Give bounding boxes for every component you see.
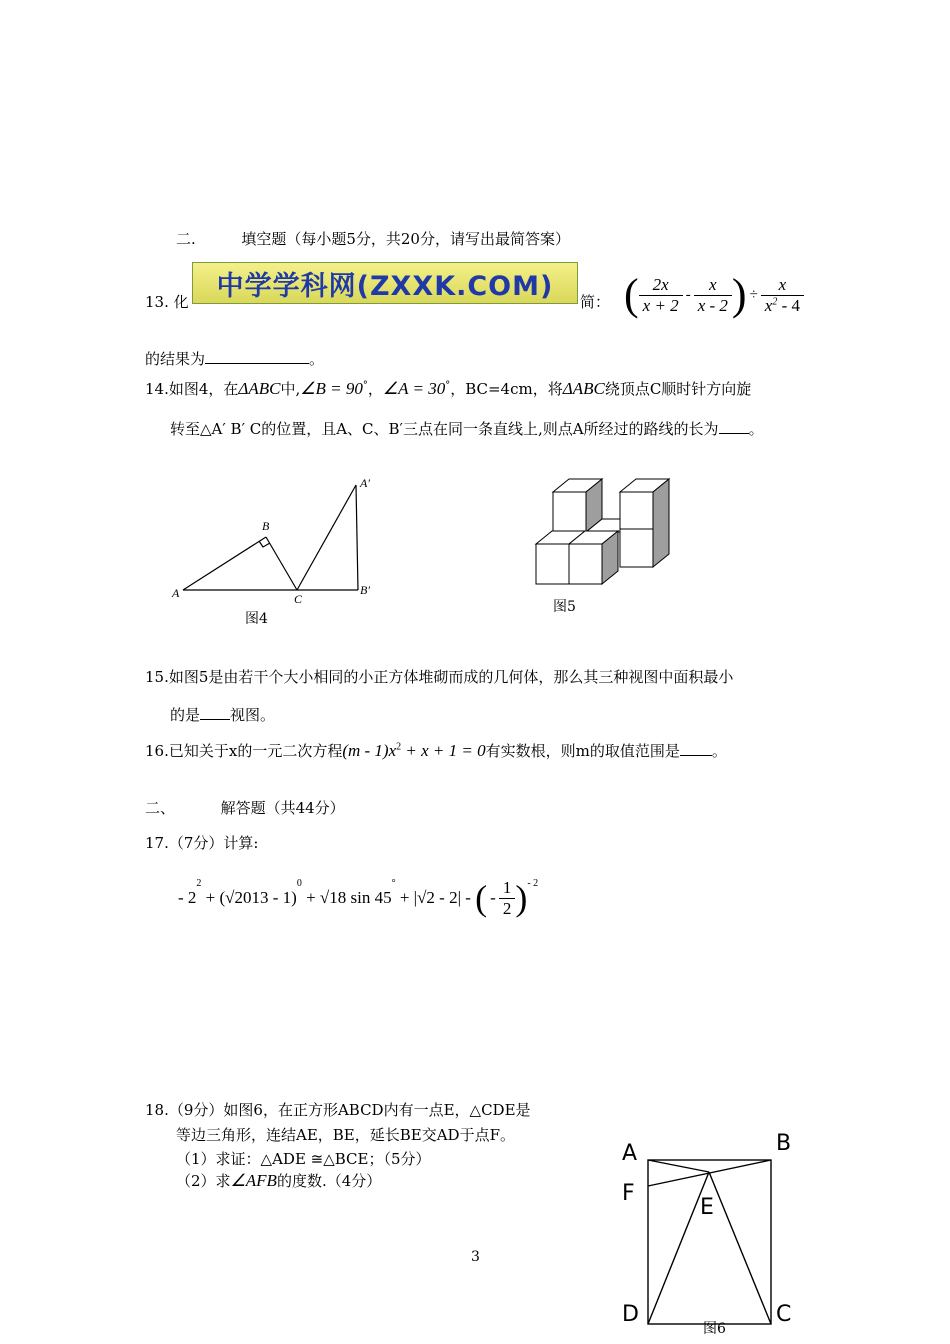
label-f: F: [622, 1181, 635, 1206]
q17-title: 17.（7分）计算:: [145, 834, 259, 852]
q18-line3: （1）求证：△ADE ≅△BCE；（5分）: [176, 1150, 431, 1168]
q18-line4: （2）求∠AFB的度数.（4分）: [176, 1171, 382, 1190]
segment-a-prime-b-prime: [356, 485, 358, 590]
q13-line2: 的结果为 。: [145, 350, 325, 368]
answer-blank: [719, 419, 749, 434]
section-title: 填空题（每小题5分，共20分，请写出最简答案）: [241, 230, 570, 248]
frac-2: $\frac{x}{x - 2}$: [694, 275, 732, 316]
q18-line2: 等边三角形，连结AE，BE，延长BE交AD于点F。: [176, 1126, 515, 1144]
segment-ab: [183, 537, 266, 590]
answer-blank: [680, 741, 712, 756]
figure-4-label: 图4: [245, 611, 268, 627]
paren-open: (: [624, 270, 639, 319]
q17-expression: - 2 $^2$ + (√2013 - 1) $^0$ + √18 sin 45 ° + |√2 - 2| - ( - $\frac{1}{2}$ ) $^{- 2}$: [178, 877, 539, 918]
section-number: 二、: [145, 799, 176, 817]
figure-4-diagram: [160, 470, 390, 630]
q13-after-logo: 简：: [580, 293, 611, 311]
q13-expression: ( $\frac{2x}{x + 2}$ - $\frac{x}{x - 2}$ ) ÷ $\frac{x}{x^2 - 4}$: [624, 270, 804, 320]
answer-blank: [200, 705, 230, 720]
answer-blank: [205, 349, 309, 364]
label-a: A: [622, 1141, 638, 1166]
label-b-prime: B′: [360, 583, 370, 597]
label-c: C: [776, 1302, 792, 1327]
label-d: D: [622, 1302, 639, 1327]
zxxk-logo: 中学学科网(ZXXK.COM): [192, 262, 578, 304]
page-number: 3: [471, 1249, 480, 1265]
segment-bc: [266, 537, 297, 590]
section-fill-heading: [176, 228, 570, 249]
q14-line1: 14.如图4，在ΔABC中,∠B = 90°，∠A = 30°，BC=4cm，将ΔABC绕顶点C顺时针方向旋: [145, 379, 752, 398]
figure-6-square: [620, 1128, 800, 1328]
q16-line: 16.已知关于x的一元二次方程$(m - 1)x^2 + x + 1 = 0$有实数根，则m的取值范围是 。: [145, 741, 727, 760]
q15-line1: 15.如图5是由若干个大小相同的小正方体堆砌而成的几何体，那么其三种视图中面积最小: [145, 668, 734, 686]
label-e: E: [700, 1195, 714, 1220]
q15-line2: 的是 视图。: [170, 706, 276, 724]
frac-1: $\frac{2x}{x + 2}$: [639, 275, 683, 316]
label-b: B: [262, 519, 270, 533]
segment-ce: [709, 1172, 771, 1324]
q13-label: 13. 化: [145, 293, 189, 311]
segment-ca-prime: [297, 485, 356, 590]
section-number: 二.: [176, 230, 196, 248]
section-title: 解答题（共44分）: [220, 799, 345, 817]
figure-5-label: 图5: [553, 599, 576, 615]
q14-line2: 转至△A′ B′ C的位置，且A、C、B′三点在同一条直线上,则点A所经过的路线的长为 。: [170, 420, 764, 438]
frac-3: $\frac{x}{x^2 - 4}$: [761, 275, 804, 316]
section-solve-heading: [145, 797, 345, 818]
paren-close: ): [731, 270, 747, 319]
label-a-prime: A′: [360, 476, 370, 490]
q18-line1: 18.（9分）如图6，在正方形ABCD内有一点E，△CDE是: [145, 1101, 531, 1119]
label-a: A: [172, 586, 180, 600]
label-b: B: [776, 1131, 792, 1156]
square-abcd: [648, 1160, 771, 1324]
figure-6-label: 图6: [703, 1321, 726, 1337]
label-c: C: [294, 592, 303, 606]
figure-5-cubes: [530, 474, 680, 589]
segment-ae: [648, 1160, 709, 1172]
